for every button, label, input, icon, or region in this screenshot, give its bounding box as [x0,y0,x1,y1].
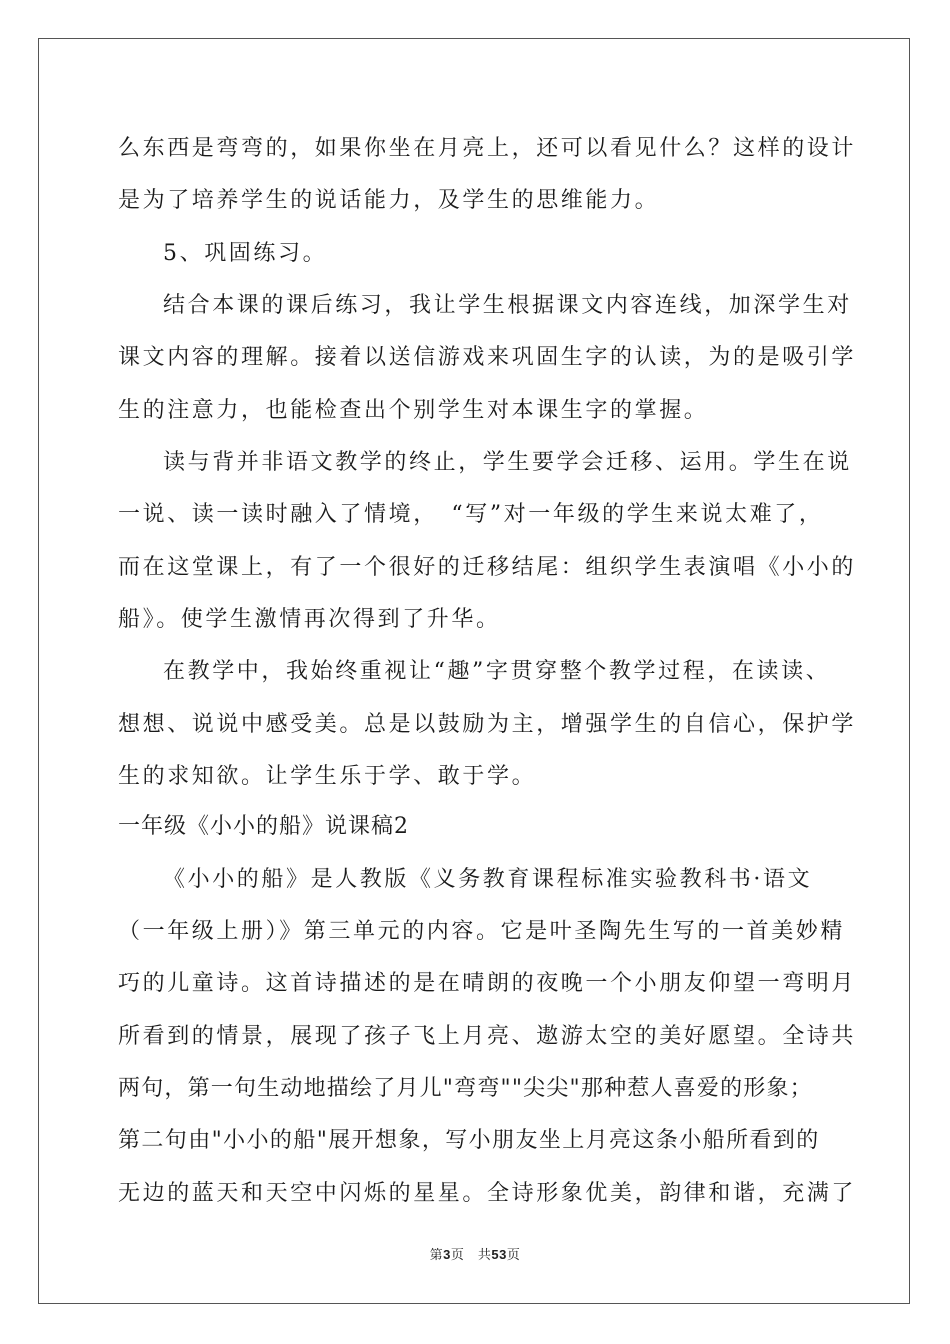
page-footer [0,1246,950,1265]
total-page-number: 53 [491,1247,507,1262]
footer-prefix: 第 [429,1248,444,1263]
text-line: 结合本课的课后练习，我让学生根据课文内容连线，加深学生对 [163,293,852,318]
text-line: 所看到的情景，展现了孩子飞上月亮、遨游太空的美好愿望。全诗共 [118,1024,857,1049]
document-title: 一年级《小小的船》说课稿2 [118,814,409,839]
text-line: 么东西是弯弯的，如果你坐在月亮上，还可以看见什么？这样的设计 [118,136,857,161]
text-line: 船》。使学生激情再次得到了升华。 [118,607,501,632]
text-line: 无边的蓝天和天空中闪烁的星星。全诗形象优美，韵律和谐，充满了 [118,1181,857,1206]
text-line: 巧的儿童诗。这首诗描述的是在晴朗的夜晚一个小朋友仰望一弯明月 [118,971,857,996]
text-line: 两句，第一句生动地描绘了月儿"弯弯""尖尖"那种惹人喜爱的形象； [118,1076,813,1101]
text-line: 在教学中，我始终重视让“趣”字贯穿整个教学过程，在读读、 [163,659,831,684]
text-line: 一说、读一读时融入了情境， “写”对一年级的学生来说太难了， [118,502,824,527]
section-heading: 5、巩固练习。 [163,241,328,266]
text-line: 生的注意力，也能检查出个别学生对本课生字的掌握。 [118,398,709,423]
text-line: 想想、说说中感受美。总是以鼓励为主，增强学生的自信心，保护学 [118,712,857,737]
footer-suffix: 页 [506,1248,521,1263]
text-line: （一年级上册）》第三单元的内容。它是叶圣陶先生写的一首美妙精 [118,919,846,944]
text-line: 是为了培养学生的说话能力，及学生的思维能力。 [118,188,660,213]
footer-mid: 页 共 [450,1248,492,1263]
text-line: 读与背并非语文教学的终止，学生要学会迁移、运用。学生在说 [163,450,852,475]
text-line: 《小小的船》是人教版《义务教育课程标准实验教科书·语文 [163,867,813,892]
text-line: 而在这堂课上，有了一个很好的迁移结尾：组织学生表演唱《小小的 [118,555,857,580]
text-line: 生的求知欲。让学生乐于学、敢于学。 [118,764,537,789]
text-line: 第二句由"小小的船"展开想象，写小朋友坐上月亮这条小船所看到的 [118,1128,820,1153]
text-line: 课文内容的理解。接着以送信游戏来巩固生字的认读，为的是吸引学 [118,345,857,370]
current-page-number: 3 [443,1247,451,1262]
